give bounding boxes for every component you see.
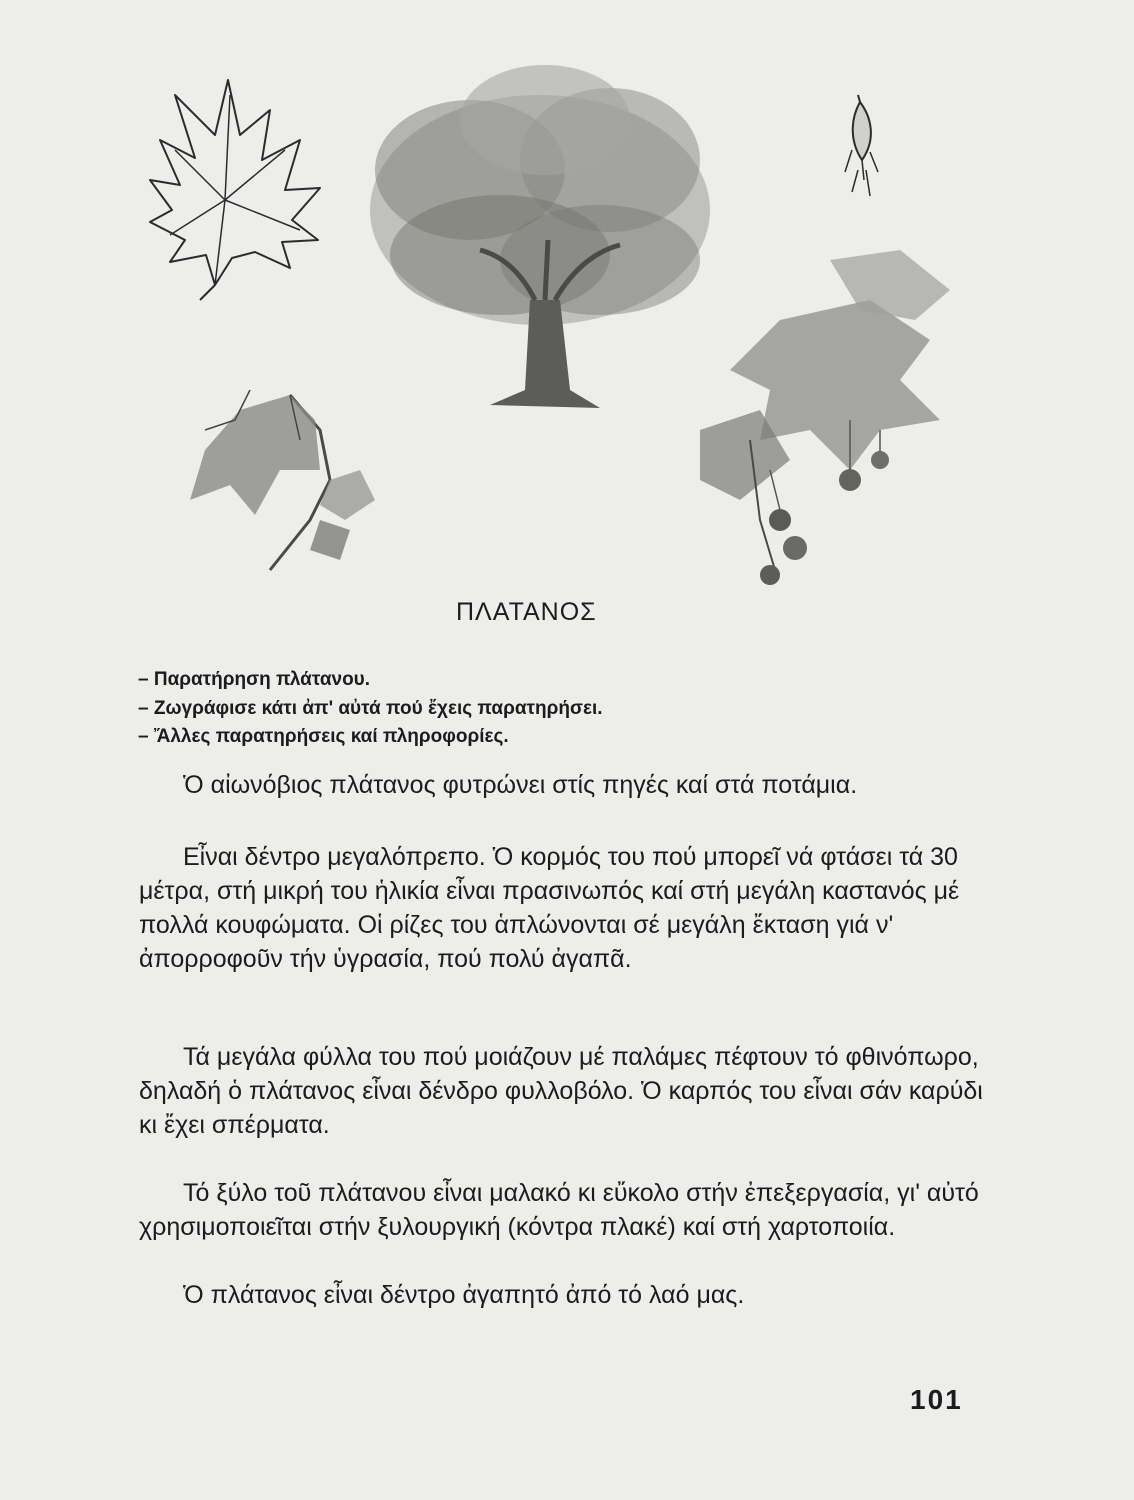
leafy-branch-icon [190, 390, 375, 570]
paragraph-text: Ὁ πλάτανος εἶναι δέντρο ἀγαπητό ἀπό τό λαό μας. [183, 1281, 745, 1309]
page-title: ΠΛΑΤΑΝΟΣ [456, 598, 597, 626]
paragraph [139, 768, 999, 802]
paragraph-text: Τό ξύλο τοῦ πλάτανου εἶναι μαλακό κι εὔκολο στήν ἐπεξεργασία, γι' αὐτό χρησιμοποιεῖται στήν ξυλουργική (κόντρα πλακέ) καί στή χαρτοποιία. [139, 1179, 979, 1241]
page-number: 101 [910, 1384, 963, 1415]
paragraph [139, 1040, 999, 1142]
task-item: – Ἄλλες παρατηρήσεις καί πληροφορίες. [138, 726, 509, 747]
plane-tree-icon [370, 65, 710, 408]
leaf-outline-icon [150, 80, 320, 300]
paragraph-text: Ὁ αἰωνόβιος πλάτανος φυτρώνει στίς πηγές καί στά ποτάμια. [183, 771, 858, 799]
paragraph [139, 1176, 999, 1244]
bud-icon [845, 95, 878, 196]
task-list [138, 666, 603, 752]
task-item: – Ζωγράφισε κάτι ἀπ' αὐτά πού ἔχεις παρατηρήσει. [138, 697, 603, 719]
plane-tree-illustrations [0, 0, 1134, 600]
plane-fruit-branch-icon [700, 250, 950, 585]
paragraph [139, 840, 999, 976]
task-item: – Παρατήρηση πλάτανου. [138, 669, 371, 690]
paragraph-text: Εἶναι δέντρο μεγαλόπρεπο. Ὁ κορμός του πού μπορεῖ νά φτάσει τά 30 μέτρα, στή μικρή του ἡλικία εἶναι πρασινωπός καί στή μεγάλη καστανός μέ πολλά κουφώματα. Οἱ ρίζες του ἁπλώνονται σέ μεγάλη ἔκταση γιά ν' ἀπορροφοῦν τήν ὑγρασία, πού πολύ ἀγαπᾶ. [139, 843, 960, 973]
paragraph [139, 1278, 999, 1312]
paragraph-text: Τά μεγάλα φύλλα του πού μοιάζουν μέ παλάμες πέφτουν τό φθινόπωρο, δηλαδή ὁ πλάτανος εἶναι δένδρο φυλλοβόλο. Ὁ καρπός του εἶναι σάν καρύδι κι ἔχει σπέρματα. [139, 1043, 983, 1139]
